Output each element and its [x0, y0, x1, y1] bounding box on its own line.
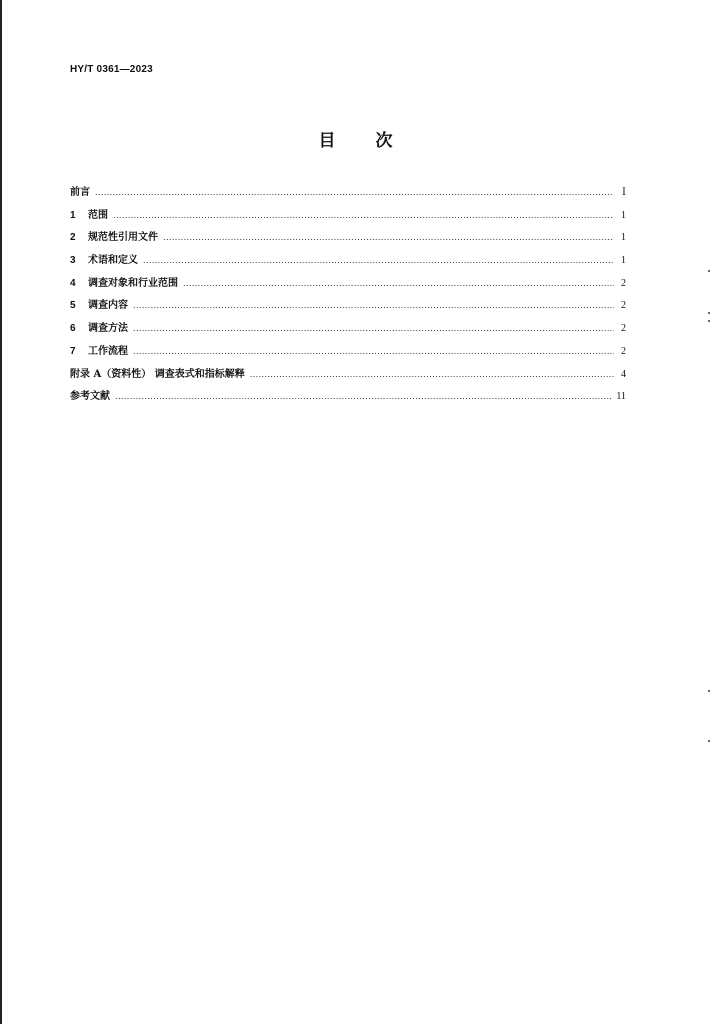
page-left-edge — [0, 0, 2, 1024]
toc-section-number: 5 — [70, 300, 76, 312]
scan-speck — [708, 312, 710, 314]
document-code: HY/T 0361—2023 — [70, 64, 153, 75]
toc-entry-survey-objects[interactable] — [70, 277, 626, 300]
toc-entry-survey-methods[interactable] — [70, 322, 626, 345]
toc-page-number: Ⅰ — [622, 187, 626, 198]
toc-dot-leader — [95, 186, 614, 200]
toc-page-number: 2 — [621, 323, 626, 335]
toc-page-number: 2 — [621, 345, 626, 357]
toc-entry-scope[interactable] — [70, 209, 626, 232]
toc-entry-label: 工作流程 — [88, 345, 128, 357]
toc-dot-leader — [133, 322, 614, 336]
toc-dot-leader — [113, 209, 614, 223]
toc-entry-label: 调查方法 — [88, 323, 128, 335]
toc-entry-survey-content[interactable] — [70, 299, 626, 322]
toc-dot-leader — [143, 254, 614, 268]
scan-speck — [708, 320, 710, 322]
toc-section-number: 1 — [70, 209, 76, 221]
toc-entry-label: 调查对象和行业范围 — [88, 277, 178, 289]
toc-dot-leader — [115, 390, 612, 404]
toc-entry-label: 规范性引用文件 — [88, 232, 158, 244]
toc-entry-label: 范围 — [88, 209, 108, 221]
toc-dot-leader — [133, 345, 614, 359]
toc-section-number: 6 — [70, 323, 76, 335]
toc-entry-appendix-a[interactable] — [70, 368, 626, 391]
toc-entry-bibliography[interactable] — [70, 390, 626, 413]
toc-section-number: 4 — [70, 277, 76, 289]
toc-entry-terms-definitions[interactable] — [70, 254, 626, 277]
toc-entry-label: 参考文献 — [70, 391, 110, 403]
scan-speck — [708, 270, 710, 272]
toc-dot-leader — [133, 299, 614, 313]
toc-page-number: 2 — [621, 300, 626, 312]
toc-entry-normative-references[interactable] — [70, 231, 626, 254]
toc-entry-foreword[interactable] — [70, 186, 626, 209]
toc-page-number: 4 — [621, 368, 626, 380]
toc-section-number: 3 — [70, 255, 76, 267]
toc-section-number: 7 — [70, 345, 76, 357]
toc-entry-label: 附录 A（资料性） 调查表式和指标解释 — [70, 368, 245, 380]
toc-dot-leader — [183, 277, 614, 291]
toc-section-number: 2 — [70, 232, 76, 244]
toc-page-number: 2 — [621, 277, 626, 289]
page-title: 目 次 — [318, 131, 395, 151]
toc-entry-label: 调查内容 — [88, 300, 128, 312]
toc-page-number: 11 — [616, 391, 626, 403]
scan-speck — [708, 740, 710, 742]
table-of-contents — [70, 186, 626, 413]
toc-dot-leader — [163, 231, 614, 245]
scan-speck — [708, 690, 710, 692]
toc-page-number: 1 — [621, 209, 626, 221]
toc-page-number: 1 — [621, 255, 626, 267]
toc-dot-leader — [250, 368, 614, 382]
toc-entry-workflow[interactable] — [70, 345, 626, 368]
toc-entry-label: 前言 — [70, 187, 90, 198]
toc-page-number: 1 — [621, 232, 626, 244]
toc-entry-label: 术语和定义 — [88, 255, 138, 267]
